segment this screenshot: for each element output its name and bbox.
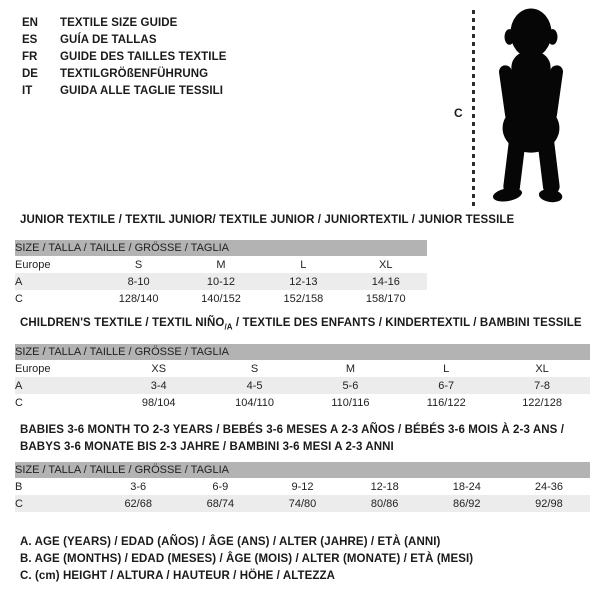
table-cell: 24-36	[534, 480, 563, 493]
language-row-it	[22, 82, 227, 99]
row-label: B	[15, 480, 23, 493]
table-cell: 18-24	[452, 480, 481, 493]
table-row	[15, 290, 427, 307]
children-size-table	[15, 344, 590, 411]
row-label: C	[15, 396, 23, 409]
table-row	[15, 495, 590, 512]
table-cell: 74/80	[288, 497, 317, 510]
children-title-subscript: /A	[224, 322, 233, 332]
table-cell: 7-8	[534, 379, 551, 392]
row-label: C	[15, 497, 23, 510]
table-cell: S	[250, 362, 259, 375]
table-cell: 8-10	[127, 275, 150, 288]
table-cell: 6-7	[438, 379, 455, 392]
table-cell: 158/170	[365, 292, 406, 305]
table-cell: 5-6	[342, 379, 359, 392]
guide-title-de: TEXTILGRÖßENFÜHRUNG	[60, 67, 209, 80]
table-cell: XS	[151, 362, 167, 375]
table-cell: 116/122	[426, 396, 466, 409]
table-cell: 14-16	[371, 275, 400, 288]
guide-title-es: GUÍA DE TALLAS	[60, 33, 157, 46]
table-row	[15, 273, 427, 290]
table-cell: M	[345, 362, 355, 375]
table-cell: 12-13	[289, 275, 318, 288]
guide-title-it: GUIDA ALLE TAGLIE TESSILI	[60, 84, 224, 97]
row-label: Europe	[15, 258, 51, 271]
table-cell: XL	[379, 258, 393, 271]
table-cell: 104/110	[235, 396, 275, 409]
table-header-label: SIZE / TALLA / TAILLE / GRÖSSE / TAGLIA	[15, 344, 590, 360]
table-cell: 122/128	[522, 396, 562, 409]
table-cell: 12-18	[370, 480, 399, 493]
language-code: EN	[22, 16, 38, 29]
table-header-row	[15, 344, 590, 360]
language-code: ES	[22, 33, 38, 46]
footnote-age-years: A. AGE (YEARS) / EDAD (AÑOS) / ÂGE (ANS) / ALTER (JAHRE) / ETÀ (ANNI)	[20, 536, 441, 548]
table-row	[15, 394, 590, 411]
table-cell: M	[216, 258, 226, 271]
table-cell: 86/92	[453, 497, 481, 510]
table-cell: 10-12	[206, 275, 236, 288]
table-cell: 92/98	[535, 497, 563, 510]
children-title-pre: CHILDREN'S TEXTILE / TEXTIL NIÑO	[20, 317, 225, 329]
language-title-list	[22, 14, 227, 99]
table-cell: 110/116	[331, 396, 370, 409]
table-row	[15, 256, 427, 273]
children-title-post: / TEXTILE DES ENFANTS / KINDERTEXTIL / BAMBINI TESSILE	[232, 317, 582, 329]
babies-title-line2: BABYS 3-6 MONATE BIS 2-3 JAHRE / BAMBINI 3-6 MESI A 2-3 ANNI	[20, 441, 394, 453]
height-measure-label: C	[454, 106, 463, 120]
table-cell: 9-12	[291, 480, 314, 493]
language-row-es	[22, 31, 227, 48]
table-cell: 68/74	[206, 497, 235, 510]
height-measure-dashed-line	[472, 10, 475, 206]
babies-title-line1: BABIES 3-6 MONTH TO 2-3 YEARS / BEBÉS 3-6 MESES A 2-3 AÑOS / BÉBÉS 3-6 MOIS À 2-3 ANS /	[20, 424, 564, 436]
children-table-title	[20, 317, 582, 331]
language-row-en	[22, 14, 227, 31]
footnote-age-months: B. AGE (MONTHS) / EDAD (MESES) / ÂGE (MOIS) / ALTER (MONATE) / ETÀ (MESI)	[20, 553, 474, 565]
footnote-height-cm: C. (cm) HEIGHT / ALTURA / HAUTEUR / HÖHE / ALTEZZA	[20, 570, 336, 582]
row-label: A	[15, 275, 23, 288]
language-row-de	[22, 65, 227, 82]
row-label: C	[15, 292, 23, 305]
row-label: Europe	[15, 362, 51, 375]
table-cell: 3-4	[150, 379, 167, 392]
table-cell: 6-9	[212, 480, 229, 493]
table-header-row	[15, 240, 427, 256]
babies-table-title	[20, 424, 564, 458]
table-header-label: SIZE / TALLA / TAILLE / GRÖSSE / TAGLIA	[15, 240, 427, 256]
table-cell: 80/86	[370, 497, 399, 510]
table-cell: 98/104	[141, 396, 176, 409]
footnotes	[20, 536, 473, 587]
junior-table-title: JUNIOR TEXTILE / TEXTIL JUNIOR/ TEXTILE JUNIOR / JUNIORTEXTIL / JUNIOR TESSILE	[20, 214, 515, 226]
toddler-silhouette	[482, 6, 580, 208]
row-label: A	[15, 379, 23, 392]
table-cell: 140/152	[201, 292, 241, 305]
table-row	[15, 377, 590, 394]
table-header-label: SIZE / TALLA / TAILLE / GRÖSSE / TAGLIA	[15, 462, 590, 478]
table-cell: 4-5	[246, 379, 263, 392]
guide-title-en: TEXTILE SIZE GUIDE	[60, 16, 178, 29]
table-cell: 128/140	[118, 292, 159, 305]
babies-size-table	[15, 462, 590, 512]
language-code: IT	[22, 84, 33, 97]
language-code: FR	[22, 50, 38, 63]
table-cell: 152/158	[283, 292, 324, 305]
junior-size-table	[15, 240, 427, 307]
guide-title-fr: GUIDE DES TAILLES TEXTILE	[60, 50, 227, 63]
table-cell: L	[443, 362, 450, 375]
table-cell: S	[134, 258, 143, 271]
table-cell: 3-6	[130, 480, 147, 493]
language-row-fr	[22, 48, 227, 65]
table-row	[15, 360, 590, 377]
table-cell: L	[300, 258, 307, 271]
table-row	[15, 478, 590, 495]
table-cell: XL	[535, 362, 549, 375]
table-header-row	[15, 462, 590, 478]
table-cell: 62/68	[124, 497, 152, 510]
language-code: DE	[22, 67, 38, 80]
